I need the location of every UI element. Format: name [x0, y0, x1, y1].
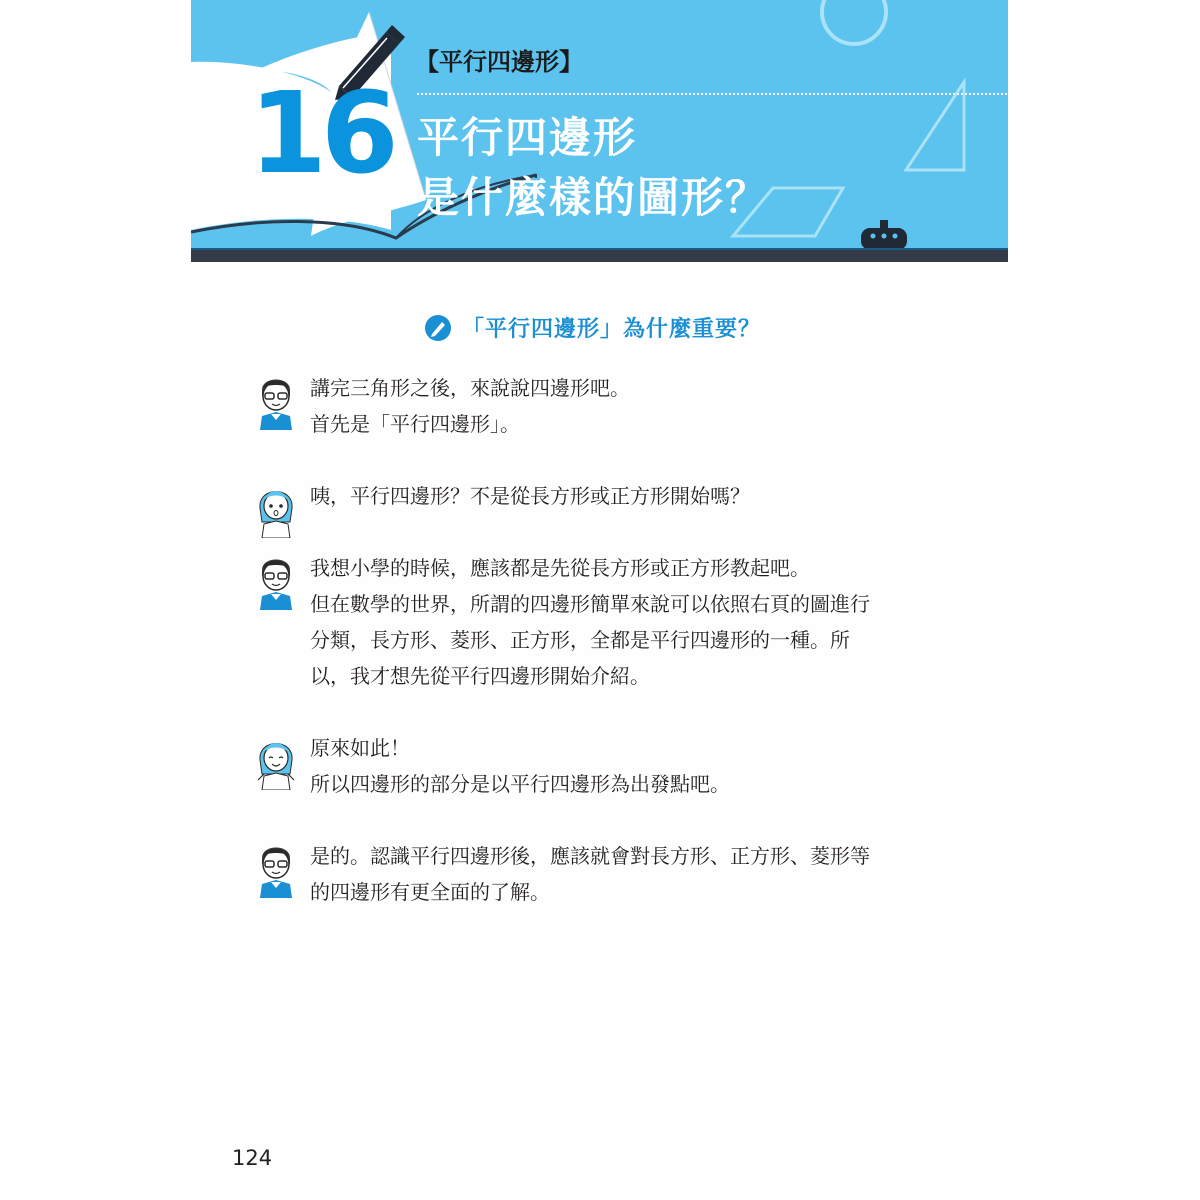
teacher-avatar-icon: [256, 370, 296, 430]
dialog-text: [310, 550, 870, 694]
section-heading-text: 「平行四邊形」為什麼重要？: [462, 317, 762, 342]
section-heading: [424, 312, 761, 343]
pen-circle-icon: [424, 314, 452, 342]
dialog-text: [310, 370, 630, 442]
page-number: 124: [232, 1146, 273, 1170]
dialog-line: 是的。認識平行四邊形後，應該就會對長方形、正方形、菱形等: [310, 844, 870, 868]
chapter-tag: 【平行四邊形】: [415, 48, 583, 76]
teacher-avatar-icon: [256, 838, 296, 898]
dialog-line: 的四邊形有更全面的了解。: [310, 880, 550, 904]
student-avatar-icon: [256, 478, 296, 538]
dialog-line: 咦，平行四邊形？不是從長方形或正方形開始嗎？: [310, 484, 750, 508]
dialog-line: 分類，長方形、菱形、正方形，全都是平行四邊形的一種。所: [310, 628, 850, 652]
dialog-line: 但在數學的世界，所謂的四邊形簡單來說可以依照右頁的圖進行: [310, 592, 870, 616]
student-avatar-icon: [256, 730, 296, 790]
robot-icon: [861, 220, 907, 250]
teacher-avatar-icon: [256, 550, 296, 610]
chapter-header: [191, 0, 1008, 262]
dialog-text: [310, 838, 870, 910]
chapter-title: [417, 108, 769, 228]
chapter-title-line1: 平行四邊形: [417, 113, 638, 162]
dotted-divider: [417, 93, 1008, 95]
dialog-line: 所以四邊形的部分是以平行四邊形為出發點吧。: [310, 772, 730, 796]
dialog-line: 首先是「平行四邊形」。: [310, 412, 520, 436]
dialog-line: 原來如此！: [310, 736, 410, 760]
dialog-text: [310, 730, 730, 802]
header-bottom-bar: [191, 250, 1008, 262]
dialog-line: 我想小學的時候，應該都是先從長方形或正方形教起吧。: [310, 556, 810, 580]
chapter-number: 16: [249, 69, 393, 199]
dialog-text: [310, 478, 750, 514]
dialog-line: 以，我才想先從平行四邊形開始介紹。: [310, 664, 650, 688]
chapter-title-line2: 是什麼樣的圖形？: [417, 173, 770, 222]
dialog-line: 講完三角形之後，來說說四邊形吧。: [310, 376, 630, 400]
